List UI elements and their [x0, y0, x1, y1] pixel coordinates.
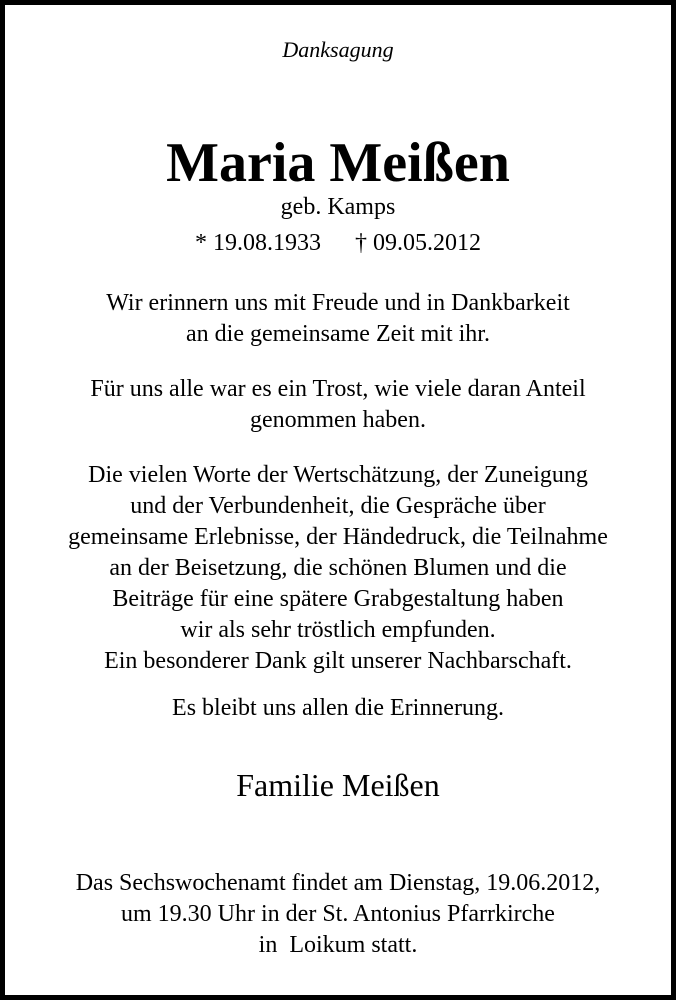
text-line: an die gemeinsame Zeit mit ihr. [186, 321, 490, 347]
text-line: Ein besonderer Dank gilt unserer Nachbarschaft. [104, 648, 572, 674]
text-line: genommen haben. [250, 407, 426, 433]
service-announcement [5, 868, 671, 961]
text-line: wir als sehr tröstlich empfunden. [180, 617, 496, 643]
text-line: Das Sechswochenamt findet am Dienstag, 19.06.2012, [75, 870, 601, 896]
text-line: Beiträge für eine spätere Grabgestaltung haben [112, 586, 564, 612]
text-line: gemeinsame Erlebnisse, der Händedruck, die Teilnahme [68, 524, 608, 550]
death-date: † 09.05.2012 [355, 230, 481, 256]
deceased-name: Maria Meißen [166, 132, 510, 194]
text-line: an der Beisetzung, die schönen Blumen und die [109, 555, 567, 581]
paragraph-remembrance [5, 288, 671, 350]
family-signature: Familie Meißen [236, 767, 440, 803]
text-line: um 19.30 Uhr in der St. Antonius Pfarrkirche [121, 901, 555, 927]
paragraph-thanks [5, 460, 671, 677]
birth-date: * 19.08.1933 [195, 230, 321, 256]
text-line: in Loikum statt. [258, 932, 418, 958]
text-line: Die vielen Worte der Wertschätzung, der Zuneigung [88, 462, 588, 488]
life-dates [5, 228, 671, 258]
text-line: Für uns alle war es ein Trost, wie viele daran Anteil [90, 376, 586, 402]
text-line: Es bleibt uns allen die Erinnerung. [172, 695, 504, 721]
notice-heading: Danksagung [282, 37, 394, 62]
text-line: und der Verbundenheit, die Gespräche über [130, 493, 546, 519]
paragraph-comfort [5, 374, 671, 436]
paragraph-memory [5, 693, 671, 724]
maiden-name: geb. Kamps [280, 194, 396, 220]
text-line: Wir erinnern uns mit Freude und in Dankbarkeit [106, 290, 570, 316]
